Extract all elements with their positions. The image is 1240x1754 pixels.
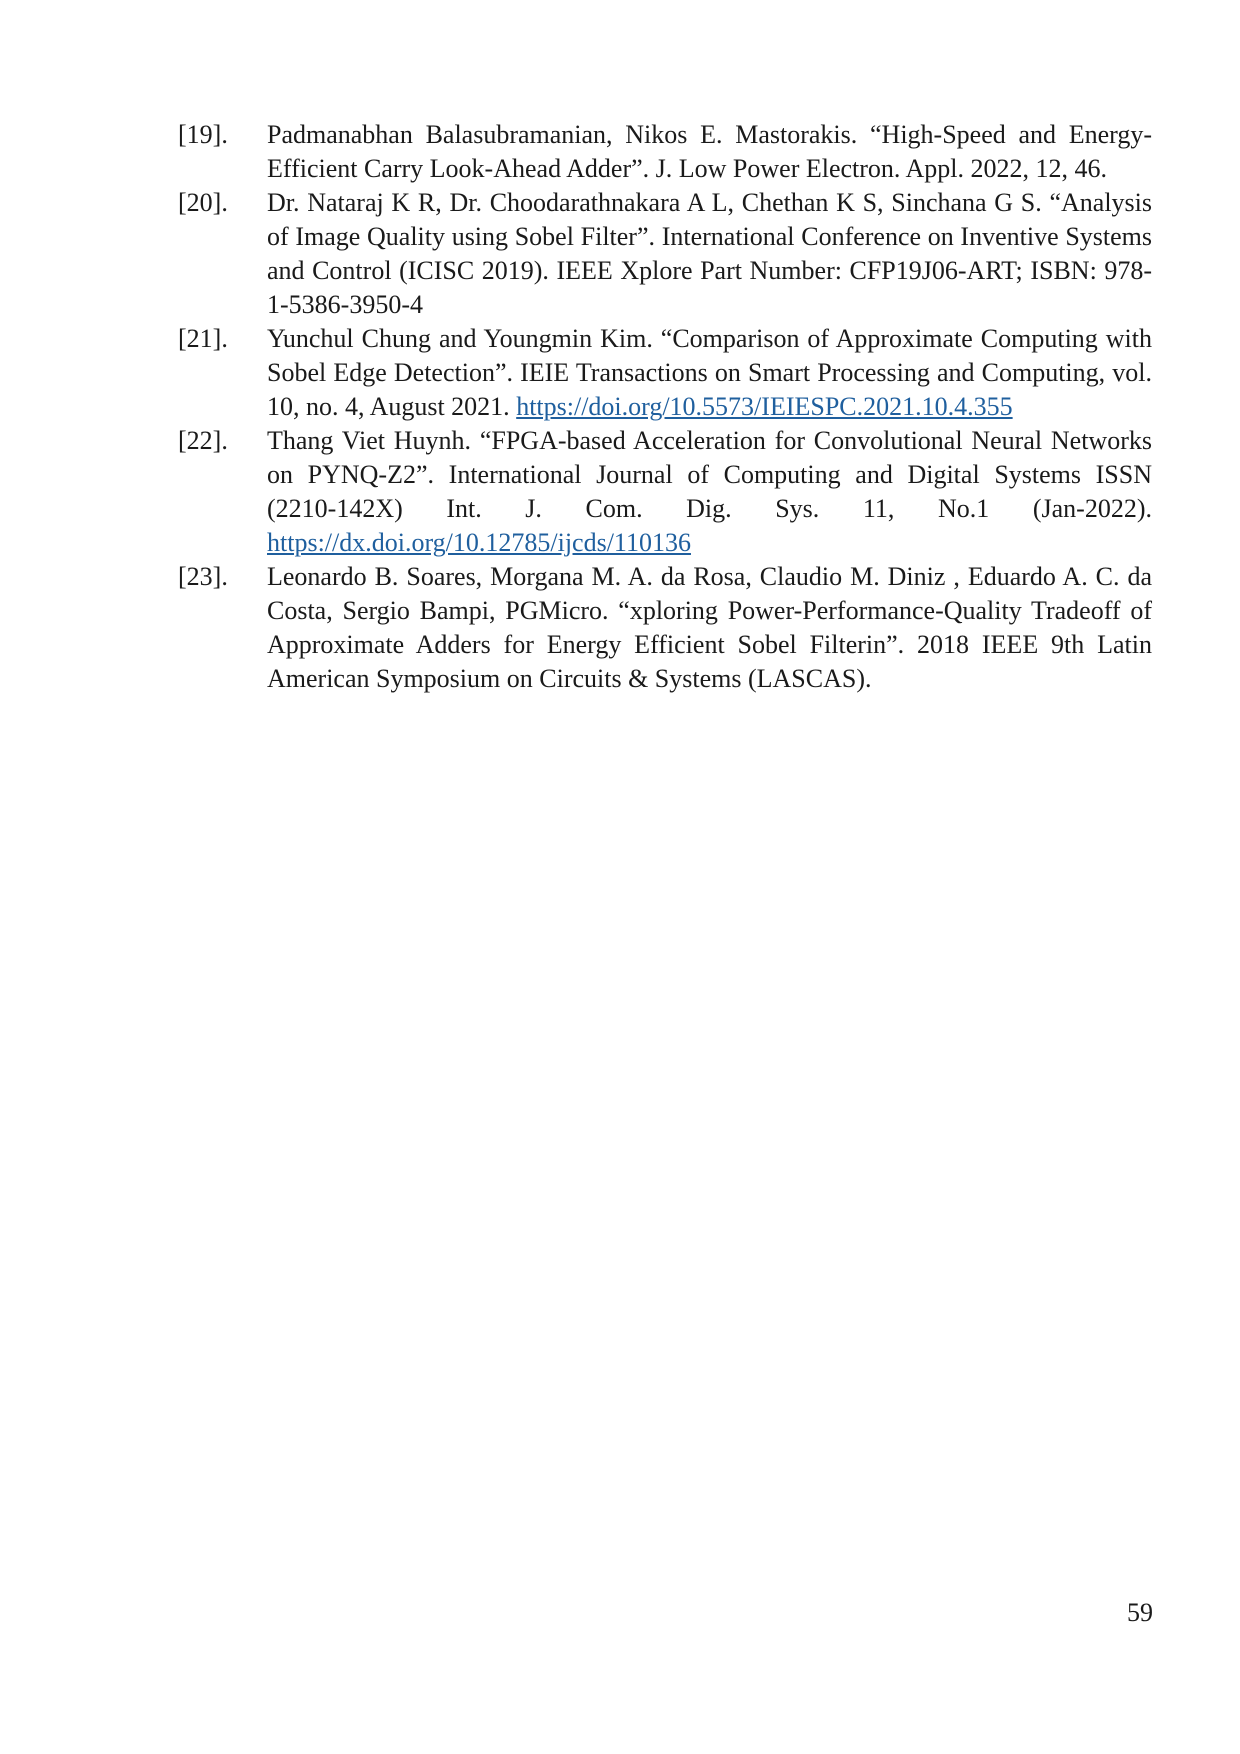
reference-body <box>267 186 1152 322</box>
reference-number: [22]. <box>178 426 228 455</box>
doi-link[interactable]: https://dx.doi.org/10.12785/ijcds/110136 <box>267 528 691 557</box>
reference-entry-20 <box>178 186 1152 322</box>
reference-text: Dr. Nataraj K R, Dr. Choodarathnakara A L, Chethan K S, Sinchana G S. “Analysis of Image Quality using Sobel Filter”. International Conference on Inventive Systems and Control (ICISC 2019). IEEE Xplore Part Number: CFP19J06-ART; ISBN: 978-1-5386-3950-4 <box>267 188 1152 319</box>
reference-text: Yunchul Chung and Youngmin Kim. “Comparison of Approximate Computing with Sobel Edge Detection”. IEIE Transactions on Smart Processing and Computing, vol. 10, no. 4, August 2021. <box>267 324 1152 421</box>
reference-body <box>267 424 1152 560</box>
reference-entry-22 <box>178 424 1152 560</box>
reference-body <box>267 118 1152 186</box>
page-number: 59 <box>1127 1598 1153 1627</box>
reference-text: Thang Viet Huynh. “FPGA-based Acceleration for Convolutional Neural Networks on PYNQ-Z2”. International Journal of Computing and Digital Systems ISSN (2210-142X) Int. J. Com. Dig. Sys. 11, No.1 (Jan-2022). <box>267 426 1152 523</box>
reference-body <box>267 322 1152 424</box>
reference-list <box>178 118 1152 696</box>
reference-entry-19 <box>178 118 1152 186</box>
reference-body <box>267 560 1152 696</box>
reference-number: [20]. <box>178 188 228 217</box>
reference-entry-21 <box>178 322 1152 424</box>
reference-number: [21]. <box>178 324 228 353</box>
doi-link[interactable]: https://doi.org/10.5573/IEIESPC.2021.10.4.355 <box>516 392 1013 421</box>
reference-text: Leonardo B. Soares, Morgana M. A. da Rosa, Claudio M. Diniz , Eduardo A. C. da Costa, Sergio Bampi, PGMicro. “xploring Power-Performance-Quality Tradeoff of Approximate Adders for Energy Efficient Sobel Filterin”. 2018 IEEE 9th Latin American Symposium on Circuits & Systems (LASCAS). <box>267 562 1152 693</box>
reference-entry-23 <box>178 560 1152 696</box>
reference-number: [23]. <box>178 562 228 591</box>
reference-number: [19]. <box>178 120 228 149</box>
reference-text: Padmanabhan Balasubramanian, Nikos E. Mastorakis. “High-Speed and Energy-Efficient Carry Look-Ahead Adder”. J. Low Power Electron. Appl. 2022, 12, 46. <box>267 120 1152 183</box>
